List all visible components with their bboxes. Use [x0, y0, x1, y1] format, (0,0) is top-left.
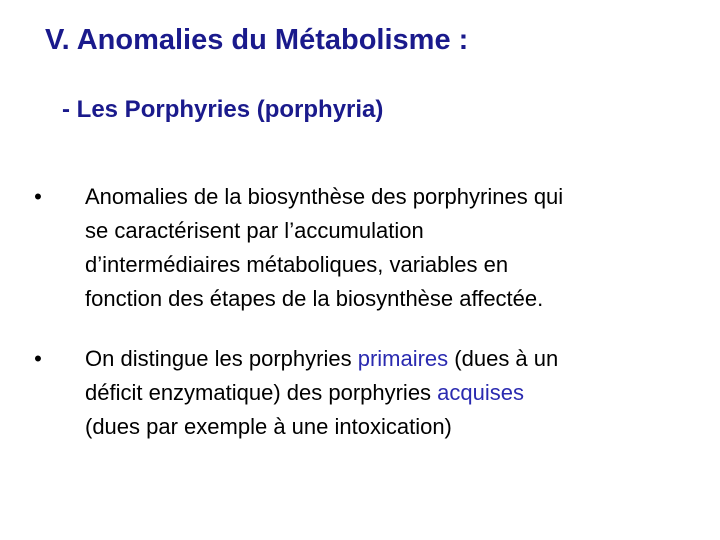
bullet-marker: •	[34, 346, 42, 371]
bullet-text-line: d’intermédiaires métaboliques, variables en	[85, 252, 509, 277]
bullet-list	[28, 180, 708, 470]
bullet-text-line	[85, 342, 708, 376]
slide-subtitle: - Les Porphyries (porphyria)	[62, 96, 384, 123]
text-segment: déficit enzymatique) des porphyries	[85, 380, 438, 405]
bullet-text-line: fonction des étapes de la biosynthèse affectée.	[85, 286, 544, 311]
text-segment: (dues à un	[448, 346, 559, 371]
text-segment: On distingue les porphyries	[85, 346, 358, 371]
bullet-text-line	[85, 376, 708, 410]
bullet-text-line: Anomalies de la biosynthèse des porphyrines qui	[85, 184, 564, 209]
highlight-acquises: acquises	[437, 380, 525, 405]
slide-title: V. Anomalies du Métabolisme :	[45, 24, 469, 56]
bullet-item-definition	[28, 180, 708, 316]
bullet-item-classification	[28, 342, 708, 444]
bullet-marker: •	[34, 184, 42, 209]
bullet-text-line: (dues par exemple à une intoxication)	[85, 414, 452, 439]
bullet-text-line: se caractérisent par l’accumulation	[85, 218, 424, 243]
highlight-primaires: primaires	[357, 346, 449, 371]
